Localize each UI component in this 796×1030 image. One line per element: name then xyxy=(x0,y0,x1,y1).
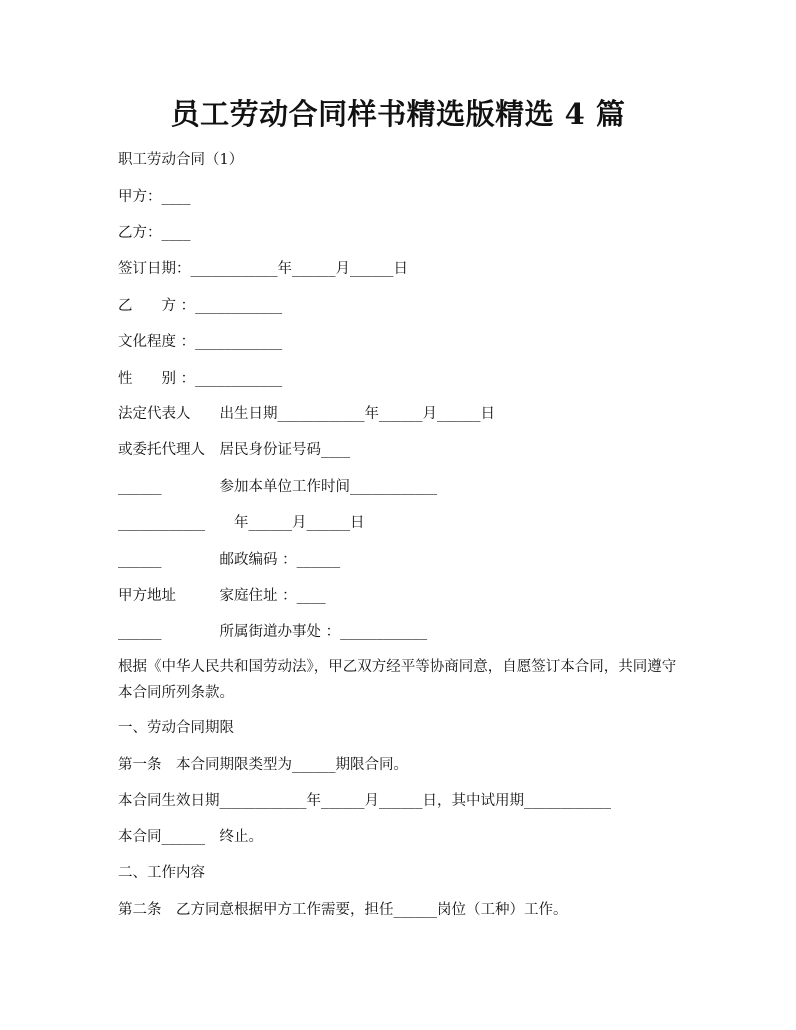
join-work-line: ______ 参加本单位工作时间____________ xyxy=(118,479,437,495)
party-b-name-line: 乙 方 ：____________ xyxy=(118,298,283,314)
education-line: 文化程度 ：____________ xyxy=(118,334,283,350)
signing-date-line: 签订日期：____________年______月______日 xyxy=(118,261,408,277)
article-one-line: 第一条 本合同期限类型为______期限合同。 xyxy=(118,757,408,773)
agent-id-line: 或委托代理人 居民身份证号码____ xyxy=(118,442,350,458)
effective-date-line: 本合同生效日期____________年______月______日，其中试用期____________ xyxy=(118,793,611,809)
section-two-heading: 二、工作内容 xyxy=(118,865,205,881)
legal-rep-line: 法定代表人 出生日期____________年______月______日 xyxy=(118,406,495,422)
contract-heading: 职工劳动合同（1） xyxy=(118,152,244,168)
party-b-line: 乙方：____ xyxy=(118,225,191,241)
gender-line: 性 别 ：____________ xyxy=(118,371,283,387)
address-line: 甲方地址 家庭住址 ：____ xyxy=(118,588,326,604)
join-date-line: ____________ 年______月______日 xyxy=(118,515,365,531)
intro-paragraph: 根据《中华人民共和国劳动法》，甲乙双方经平等协商同意，自愿签订本合同，共同遵守本合同所列条款。 xyxy=(118,659,677,701)
postcode-line: ______ 邮政编码 ：______ xyxy=(118,552,341,568)
section-one-heading: 一、劳动合同期限 xyxy=(118,720,234,736)
street-office-line: ______ 所属街道办事处 ：____________ xyxy=(118,624,428,640)
document-title: 员工劳动合同样书精选版精选 4 篇 xyxy=(170,97,626,131)
termination-line: 本合同______ 终止。 xyxy=(118,829,263,845)
party-a-line: 甲方：____ xyxy=(118,189,191,205)
article-two-line: 第二条 乙方同意根据甲方工作需要，担任______岗位（工种）工作。 xyxy=(118,902,568,918)
